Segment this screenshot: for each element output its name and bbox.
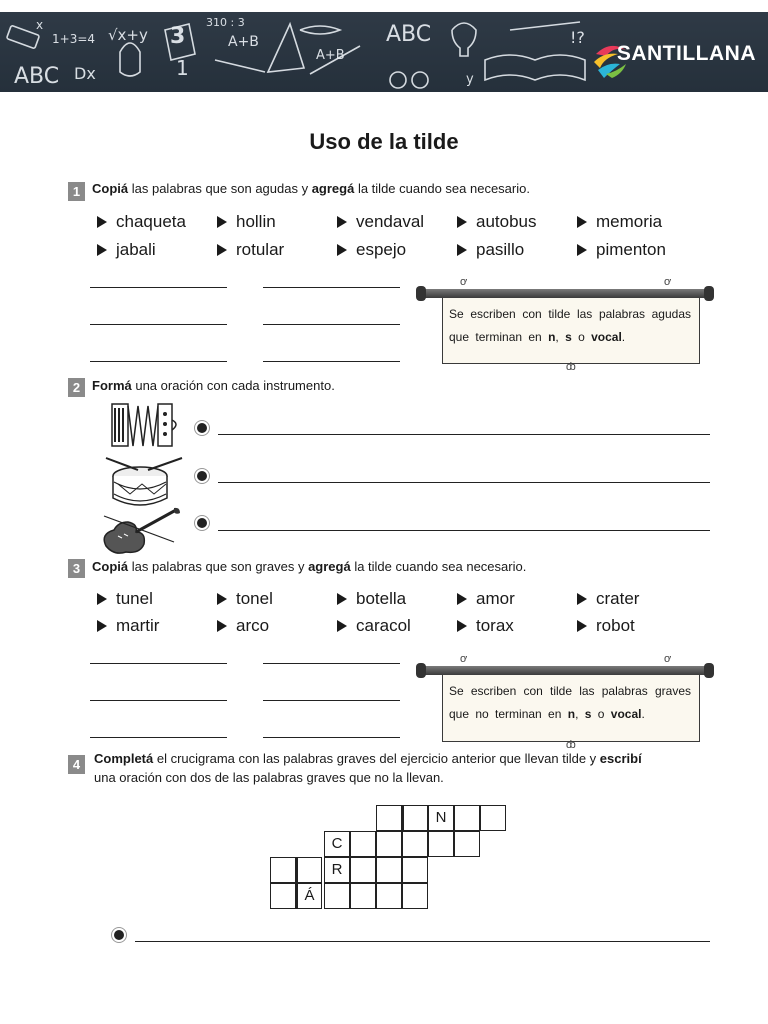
instr-bold: agregá [311,181,355,196]
word-text: crater [596,589,640,608]
answer-line[interactable] [135,941,710,942]
word-text: pasillo [476,240,525,259]
exercise-1-number: 1 [68,182,85,201]
instr-text: las palabras que son graves y [128,559,309,574]
crossword-cell[interactable] [350,857,376,883]
crossword-cell[interactable] [296,857,322,883]
crossword-cell[interactable] [270,883,296,909]
instr-bold: Formá [92,378,132,393]
doodle-abc: ABC [14,64,60,89]
violin-icon [100,506,184,556]
instr-text: el crucigrama con las palabras graves del ejercicio anterior que llevan tilde y [153,751,600,766]
exercise-3-number: 3 [68,559,85,578]
instr-text: la tilde cuando sea necesario. [350,559,527,574]
bullet-icon [114,930,124,940]
exercise-4-number: 4 [68,755,85,774]
instr-text: una oración con dos de las palabras graves que no la llevan. [94,770,444,785]
doodle-aplusb-1: A+B [228,34,259,50]
instr-bold: Completá [94,751,154,766]
triangle-bullet-icon [577,593,587,605]
triangle-bullet-icon [217,593,227,605]
crossword-cell[interactable] [402,883,428,909]
doodle-division: 310 : 3 [206,16,245,29]
crossword-cell[interactable]: R [324,857,350,883]
triangle-bullet-icon [217,620,227,632]
triangle-bullet-icon [457,216,467,228]
rule-note-text [442,675,700,742]
accordion-icon [108,398,180,450]
note-text: . [621,330,626,344]
note-bold: s [584,707,592,721]
note-bold: vocal [591,330,622,344]
rule-note-agudas [420,276,710,373]
triangle-bullet-icon [217,216,227,228]
crossword-cell[interactable] [376,805,402,831]
word-text: jabali [116,240,156,259]
word-text: caracol [356,616,411,635]
word-text: espejo [356,240,407,259]
scroll-rod [420,289,710,298]
word-text: robot [596,616,635,635]
crossword-cell[interactable] [402,857,428,883]
triangle-bullet-icon [337,593,347,605]
note-text: , [555,330,566,344]
triangle-bullet-icon [577,244,587,256]
word-item [577,589,639,609]
note-bold: n [548,330,556,344]
instr-bold: escribí [599,751,642,766]
word-item [97,212,186,232]
answer-line[interactable] [263,324,400,325]
word-item [577,240,666,260]
triangle-bullet-icon [577,620,587,632]
word-text: tonel [236,589,273,608]
crossword-cell[interactable] [350,883,376,909]
answer-line[interactable] [218,434,710,435]
crossword-cell[interactable] [428,831,454,857]
hook-icon: ơ [664,653,672,665]
word-item [457,212,537,232]
doodle-y: y [466,72,474,87]
word-text: arco [236,616,270,635]
doodle-x: x [36,18,44,32]
instr-bold: agregá [308,559,351,574]
drum-icon [104,456,184,512]
note-text: o [571,330,592,344]
crossword-cell[interactable] [376,831,402,857]
triangle-bullet-icon [337,216,347,228]
triangle-bullet-icon [97,216,107,228]
bullet-icon [197,471,207,481]
doodle-question: !? [570,28,585,47]
exercise-4-instruction [94,749,654,787]
word-item [97,616,159,636]
exercise-1-instruction [92,179,530,198]
crossword-cell[interactable] [376,857,402,883]
note-text: . [641,707,645,721]
note-bold: vocal [610,707,642,721]
doodle-root: √x+y [108,26,148,44]
doodle-aplusb-2: A+B [316,48,345,63]
note-text: o [591,707,611,721]
word-item [217,616,269,636]
triangle-bullet-icon [337,244,347,256]
doodle-sum: 1+3=4 [52,32,96,46]
triangle-bullet-icon [97,593,107,605]
bullet-icon [197,518,207,528]
note-bold: s [565,330,572,344]
word-text: botella [356,589,407,608]
instr-bold: Copiá [92,559,129,574]
crossword-cell[interactable]: C [324,831,350,857]
instr-text: las palabras que son agudas y [128,181,312,196]
hook-icon: ơ [664,276,672,288]
crossword-cell[interactable] [376,883,402,909]
exercise-2-instruction [92,376,335,395]
word-item [337,212,424,232]
scroll-rod [420,666,710,675]
word-item [457,589,515,609]
triangle-bullet-icon [97,244,107,256]
answer-line[interactable] [90,287,227,288]
triangle-bullet-icon [97,620,107,632]
hook-icon: ơ [460,276,468,288]
word-text: torax [476,616,514,635]
word-text: vendaval [356,212,425,231]
crossword-cell[interactable] [350,831,376,857]
note-text: Se escriben con tilde las palabras agudas que terminan en [449,307,691,344]
answer-line[interactable] [263,700,400,701]
word-item [97,589,153,609]
word-text: chaqueta [116,212,186,231]
answer-line[interactable] [263,663,400,664]
bullet-icon [197,423,207,433]
word-item [577,616,635,636]
answer-line[interactable] [90,737,227,738]
note-text: Se escriben con tilde las palabras graves que no terminan en [449,684,691,721]
word-text: autobus [476,212,537,231]
word-item [457,240,524,260]
crossword-cell[interactable] [454,805,480,831]
answer-line[interactable] [90,324,227,325]
crossword-cell[interactable] [324,883,350,909]
rule-note-text [442,298,700,364]
word-text: tunel [116,589,153,608]
note-text: , [575,707,585,721]
triangle-bullet-icon [457,593,467,605]
doodle-dx: Dx [74,64,96,83]
crossword-cell[interactable] [454,831,480,857]
word-item [337,589,406,609]
answer-line[interactable] [218,530,710,531]
crossword-cell[interactable] [402,805,428,831]
word-text: martir [116,616,160,635]
word-text: memoria [596,212,663,231]
crossword-cell[interactable] [270,857,296,883]
triangle-bullet-icon [457,620,467,632]
crossword-cell[interactable] [480,805,506,831]
exercise-3-instruction [92,557,526,576]
hook-icon: ȸ [566,361,576,373]
exercise-2-number: 2 [68,378,85,397]
triangle-bullet-icon [337,620,347,632]
crossword-cell[interactable] [402,831,428,857]
answer-line[interactable] [263,287,400,288]
answer-line[interactable] [263,737,400,738]
header-banner [0,12,768,92]
triangle-bullet-icon [577,216,587,228]
answer-line[interactable] [90,663,227,664]
instr-bold: Copiá [92,181,129,196]
word-item [457,616,514,636]
answer-line[interactable] [218,482,710,483]
triangle-bullet-icon [217,244,227,256]
instr-text: la tilde cuando sea necesario. [354,181,530,196]
crossword-cell[interactable]: Á [296,883,322,909]
brand-name: SANTILLANA [616,42,756,65]
triangle-bullet-icon [457,244,467,256]
doodle-one: 1 [176,56,189,80]
doodle-abc-2: ABC [386,22,432,47]
word-item [217,240,284,260]
page-title: Uso de la tilde [309,129,459,154]
hook-icon: ȸ [566,739,576,751]
word-text: hollin [236,212,276,231]
word-text: rotular [236,240,285,259]
word-item [217,212,276,232]
crossword-cell[interactable]: N [428,805,454,831]
word-item [577,212,662,232]
rule-note-graves [420,653,710,751]
note-bold: n [567,707,576,721]
word-text: amor [476,589,515,608]
word-item [97,240,156,260]
instr-text: una oración con cada instrumento. [131,378,335,393]
hook-icon: ơ [460,653,468,665]
doodle-three: 3 [170,24,186,49]
word-item [217,589,273,609]
answer-line[interactable] [263,361,400,362]
answer-line[interactable] [90,700,227,701]
word-item [337,240,406,260]
answer-line[interactable] [90,361,227,362]
word-item [337,616,411,636]
word-text: pimenton [596,240,666,259]
